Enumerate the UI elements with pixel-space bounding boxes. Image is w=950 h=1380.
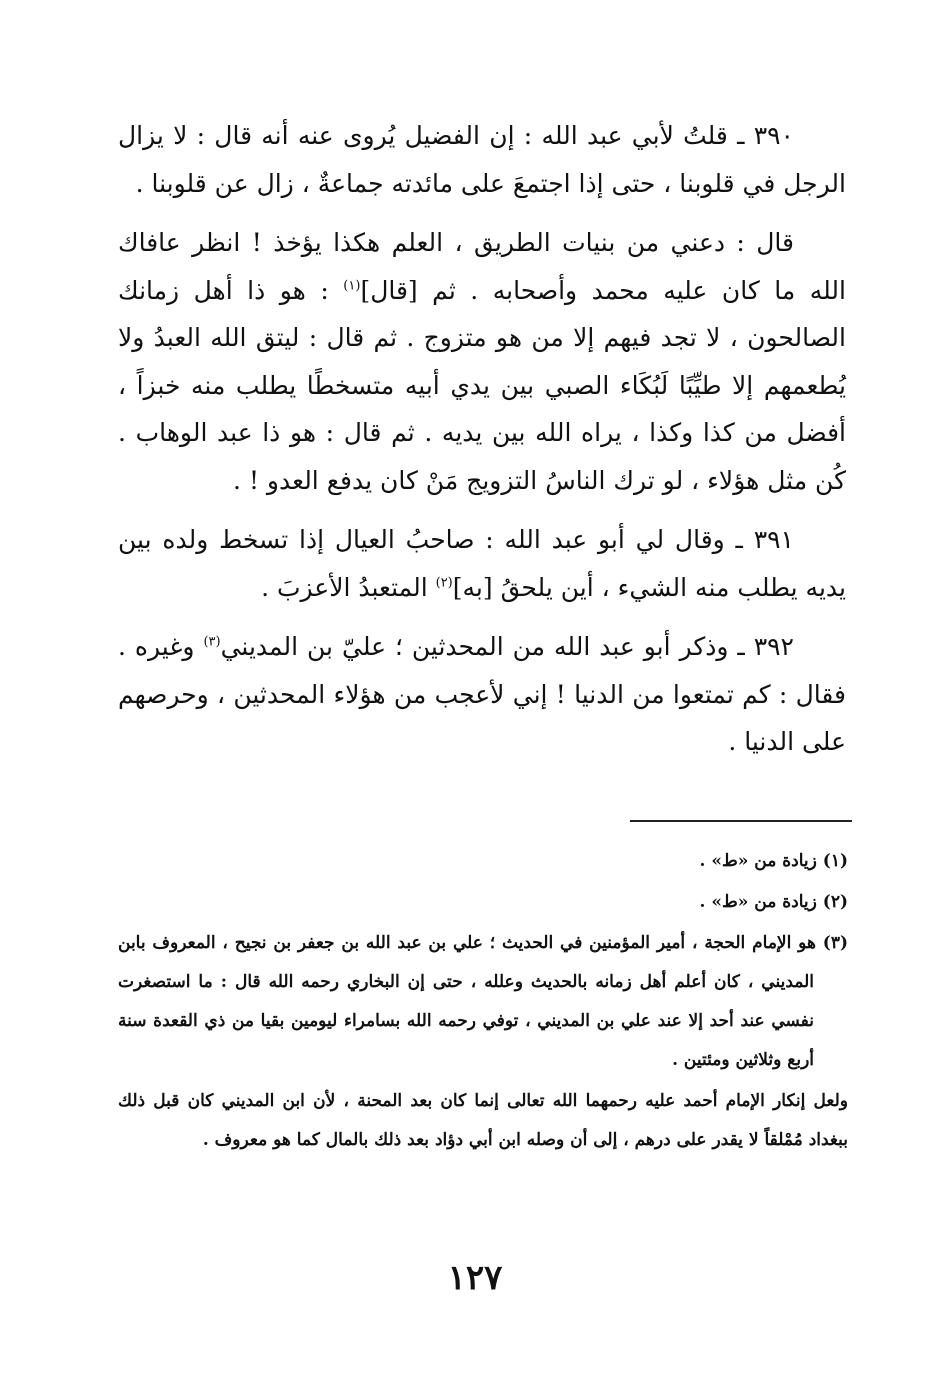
- footnote-divider: [630, 820, 852, 822]
- footnote-ref-2[interactable]: (٢): [435, 575, 453, 591]
- footnote-3: (٣) هو الإمام الحجة ، أمير المؤمنين في الحديث ؛ علي بن عبد الله بن جعفر بن نجيح ، المعروف بابن المديني ، كان أعلم أهل زمانه بالحديث وعلله ، حتى إن البخاري رحمه الله قال : ما استصغرت نفسي عند أحد إلا عند علي بن المديني ، توفي رحمه الله بسامراء ليومين بقيا من ذي القعدة سنة أربع وثلاثين ومئتين .: [118, 933, 848, 1070]
- paragraph-390-text: ٣٩٠ ـ قلتُ لأبي عبد الله : إن الفضيل يُروى عنه أنه قال : لا يزال الرجل في قلوبنا ، حتى إذا اجتمعَ على مائدته جماعةٌ ، زال عن قلوبنا .: [118, 121, 846, 198]
- main-text: [118, 112, 846, 778]
- paragraph-390-answer: [118, 219, 846, 504]
- paragraph-392-text-a: ٣٩٢ ـ وذكر أبو عبد الله من المحدثين ؛ عليّ بن المديني: [220, 632, 794, 661]
- page-number: ١٢٧: [447, 1258, 503, 1298]
- paragraph-392-text-b: وغيره . فقال : كم تمتعوا من الدنيا ! إني لأعجب من هؤلاء المحدثين ، وحرصهم على الدنيا .: [118, 632, 846, 756]
- paragraph-390: [118, 112, 846, 207]
- footnote-3-continuation: ولعل إنكار الإمام أحمد عليه رحمهما الله تعالى إنما كان بعد المحنة ، لأن ابن المديني كان قبل ذلك ببغداد مُمْلقاً لا يقدر على درهم ، إلى أن وصله ابن أبي دؤاد بعد ذلك بالمال كما هو معروف .: [118, 1091, 848, 1150]
- footnote-1: (١) زيادة من «ط» .: [699, 851, 848, 871]
- paragraph-391: [118, 516, 846, 611]
- paragraph-text-a: قال : دعني من بنيات الطريق ، العلم هكذا يؤخذ ! انظر عافاك الله ما كان عليه محمد وأصحابه . ثم [قال]: [118, 228, 846, 305]
- paragraph-392: [118, 623, 846, 766]
- footnote-ref-1[interactable]: (١): [343, 278, 361, 294]
- footnotes: [118, 842, 848, 1162]
- footnote-ref-3[interactable]: (٣): [203, 634, 221, 650]
- paragraph-391-text-a: ٣٩١ ـ وقال لي أبو عبد الله : صاحبُ العيال إذا تسخط ولده بين يديه يطلب منه الشيء ، أين يلحقُ [به]: [118, 525, 846, 602]
- paragraph-text-b: : هو ذا أهل زمانك الصالحون ، لا تجد فيهم إلا من هو متزوج . ثم قال : ليتق الله العبدُ ولا يُطعمهم إلا طيِّبًا لَبُكَاء الصبي بين يدي أبيه متسخطًا يطلب منه خبزاً ، أفضل من كذا وكذا ، يراه الله بين يديه . ثم قال : هو ذا عبد الوهاب . كُن مثل هؤلاء ، لو ترك الناسُ التزويج مَنْ كان يدفع العدو ! .: [118, 275, 846, 495]
- paragraph-391-text-b: المتعبدُ الأعزبَ .: [261, 572, 436, 602]
- footnote-2: (٢) زيادة من «ط» .: [699, 892, 848, 912]
